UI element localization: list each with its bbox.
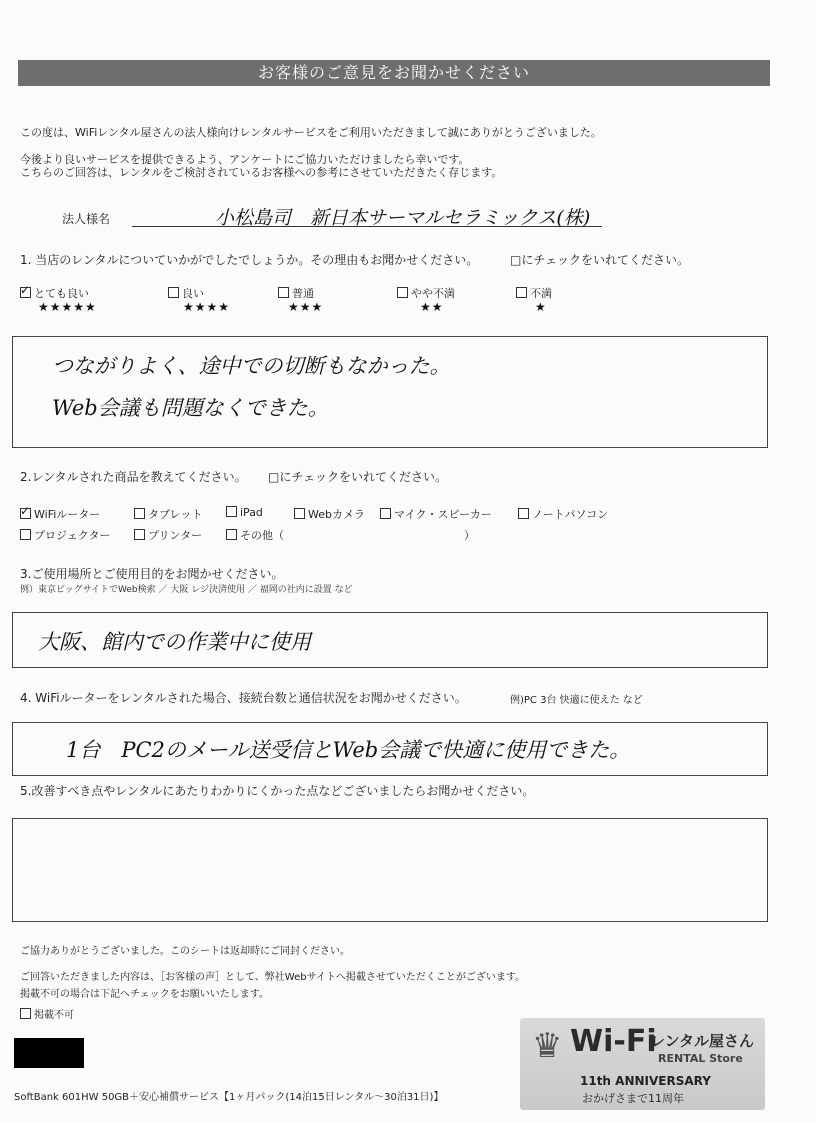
- q5-question: 5.改善すべき点やレンタルにあたりわかりにくかった点などございましたらお聞かせください。: [20, 784, 535, 798]
- brand-logo: [520, 1018, 765, 1110]
- redaction-block: [14, 1038, 84, 1068]
- checkbox-icon[interactable]: [20, 529, 31, 540]
- product-name: SoftBank 601HW 50GB＋安心補償サービス【1ヶ月パック(14泊15日レンタル～30泊31日)】: [14, 1092, 444, 1103]
- product-option-projector[interactable]: プロジェクター: [20, 527, 111, 543]
- q1-answer-line-1: つながりよく、途中での切断もなかった。: [52, 354, 451, 378]
- product-option-webcam[interactable]: Webカメラ: [294, 506, 365, 522]
- logo-store-name: レンタル屋さん: [650, 1032, 755, 1050]
- company-name-handwritten: 小松島司 新日本サーマルセラミックス(株): [215, 207, 591, 229]
- footer-publish-line-2: 掲載不可の場合は下記へチェックをお願いいたします。: [20, 989, 269, 1000]
- q4-question: 4. WiFiルーターをレンタルされた場合、接続台数と通信状況をお聞かせください。: [20, 691, 467, 705]
- rating-option-average[interactable]: 普通: [278, 285, 314, 301]
- q1-answer-line-2: Web会議も問題なくできた。: [52, 396, 329, 420]
- product-other-close-paren: ）: [464, 529, 475, 542]
- checkbox-icon[interactable]: [278, 287, 289, 298]
- logo-rental-store: RENTAL Store: [658, 1052, 743, 1065]
- checkbox-icon[interactable]: [226, 506, 237, 517]
- product-option-printer[interactable]: プリンター: [134, 527, 202, 543]
- product-option-tablet[interactable]: タブレット: [134, 506, 202, 522]
- q3-question: 3.ご使用場所とご使用目的をお聞かせください。: [20, 567, 284, 581]
- rating-stars-5: ★★★★★: [38, 300, 97, 314]
- checkbox-icon[interactable]: [516, 287, 527, 298]
- q3-example: 例）東京ビッグサイトでWeb検索 ／ 大阪 レジ決済使用 ／ 福岡の社内に設置 など: [20, 585, 353, 595]
- rating-stars-3: ★★★: [288, 300, 324, 314]
- checkbox-icon[interactable]: [20, 1008, 31, 1019]
- rating-option-somewhat-dissatisfied[interactable]: やや不満: [397, 285, 455, 301]
- footer-publish-line-1: ご回答いただきました内容は、［お客様の声］として、弊社Webサイトへ掲載させていただくことがございます。: [20, 972, 526, 983]
- checkbox-icon[interactable]: [226, 529, 237, 540]
- q3-answer: 大阪、館内での作業中に使用: [38, 630, 311, 654]
- product-option-ipad[interactable]: iPad: [226, 506, 263, 519]
- checkbox-icon[interactable]: [168, 287, 179, 298]
- intro-line-2: 今後より良いサービスを提供できるよう、アンケートにご協力いただけましたら幸いです。: [20, 153, 470, 166]
- q1-hint: □にチェックをいれてください。: [510, 253, 689, 267]
- checkbox-icon[interactable]: [134, 529, 145, 540]
- product-option-wifi-router[interactable]: ✓WiFiルーター: [20, 506, 100, 522]
- checkbox-icon[interactable]: [518, 508, 529, 519]
- rating-option-good[interactable]: 良い: [168, 285, 204, 301]
- page-title: お客様のご意見をお聞かせください: [18, 60, 770, 86]
- footer-thanks: ご協力ありがとうございました。このシートは返却時にご同封ください。: [20, 946, 350, 957]
- product-option-laptop[interactable]: ノートパソコン: [518, 506, 608, 522]
- checkbox-icon[interactable]: [134, 508, 145, 519]
- rating-option-very-good[interactable]: ✓とても良い: [20, 285, 89, 301]
- product-option-mic-speaker[interactable]: マイク・スピーカー: [380, 506, 492, 522]
- rating-stars-1: ★: [535, 300, 547, 314]
- checkbox-icon[interactable]: [397, 287, 408, 298]
- checkbox-icon[interactable]: [20, 287, 31, 298]
- q4-answer: 1台 PC2のメール送受信とWeb会議で快適に使用できた。: [66, 738, 631, 762]
- logo-anniversary: 11th ANNIVERSARY: [580, 1074, 711, 1088]
- no-publish-option[interactable]: 掲載不可: [20, 1006, 74, 1021]
- crown-mascot-icon: ♛: [532, 1026, 563, 1066]
- company-label: 法人様名: [62, 212, 111, 226]
- q5-answer-box[interactable]: [12, 818, 768, 922]
- logo-wifi-text: Wi-Fi: [570, 1024, 657, 1059]
- q2-hint: □にチェックをいれてください。: [268, 470, 447, 484]
- intro-line-3: こちらのご回答は、レンタルをご検討されているお客様への参考にさせていただきたく存じます。: [20, 166, 503, 179]
- checkbox-icon[interactable]: [20, 508, 31, 519]
- rating-option-dissatisfied[interactable]: 不満: [516, 285, 552, 301]
- checkbox-icon[interactable]: [380, 508, 391, 519]
- q4-example: 例)PC 3台 快適に使えた など: [510, 695, 643, 706]
- rating-stars-4: ★★★★: [183, 300, 231, 314]
- rating-stars-2: ★★: [420, 300, 444, 314]
- intro-line-1: この度は、WiFiレンタル屋さんの法人様向けレンタルサービスをご利用いただきまして誠にありがとうございました。: [20, 126, 602, 139]
- logo-thanks: おかげさまで11周年: [582, 1092, 684, 1105]
- q2-question: 2.レンタルされた商品を教えてください。: [20, 470, 247, 484]
- q1-question: 1. 当店のレンタルについていかがでしたでしょうか。その理由もお聞かせください。: [20, 253, 479, 267]
- product-option-other[interactable]: その他（: [226, 527, 284, 543]
- checkbox-icon[interactable]: [294, 508, 305, 519]
